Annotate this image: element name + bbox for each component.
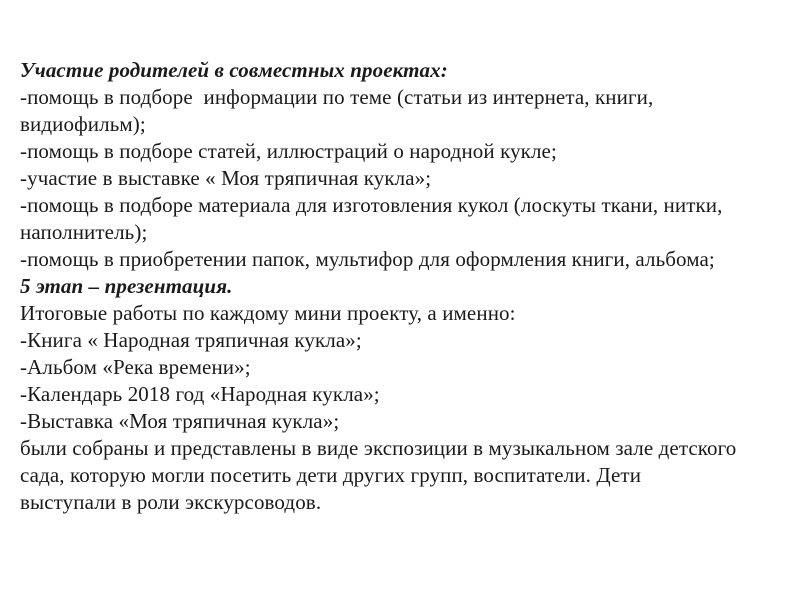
text-line: -Выставка «Моя тряпичная кукла»; [20, 409, 340, 433]
text-line: выступали в роли экскурсоводов. [20, 490, 322, 514]
section-heading-stage5-presentation: 5 этап – презентация. [20, 274, 233, 298]
text-line: -помощь в подборе статей, иллюстраций о народной кукле; [20, 139, 557, 163]
text-line: -Альбом «Река времени»; [20, 355, 251, 379]
text-line: сада, которую могли посетить дети других групп, воспитатели. Дети [20, 463, 642, 487]
text-line: Итоговые работы по каждому мини проекту, а именно: [20, 301, 516, 325]
text-line: -помощь в подборе информации по теме (статьи из интернета, книги, [20, 85, 654, 109]
text-line: -помощь в приобретении папок, мультифор для оформления книги, альбома; [20, 247, 715, 271]
text-line: -помощь в подборе материала для изготовления кукол (лоскуты ткани, нитки, [20, 193, 723, 217]
text-line: -Книга « Народная тряпичная кукла»; [20, 328, 362, 352]
text-line: были собраны и представлены в виде экспозиции в музыкальном зале детского [20, 436, 737, 460]
section-heading-parents-participation: Участие родителей в совместных проектах: [20, 58, 448, 82]
text-line: видиофильм); [20, 112, 146, 136]
text-line: -Календарь 2018 год «Народная кукла»; [20, 382, 380, 406]
text-line: наполнитель); [20, 220, 148, 244]
text-line: -участие в выставке « Моя тряпичная кукла»; [20, 166, 432, 190]
